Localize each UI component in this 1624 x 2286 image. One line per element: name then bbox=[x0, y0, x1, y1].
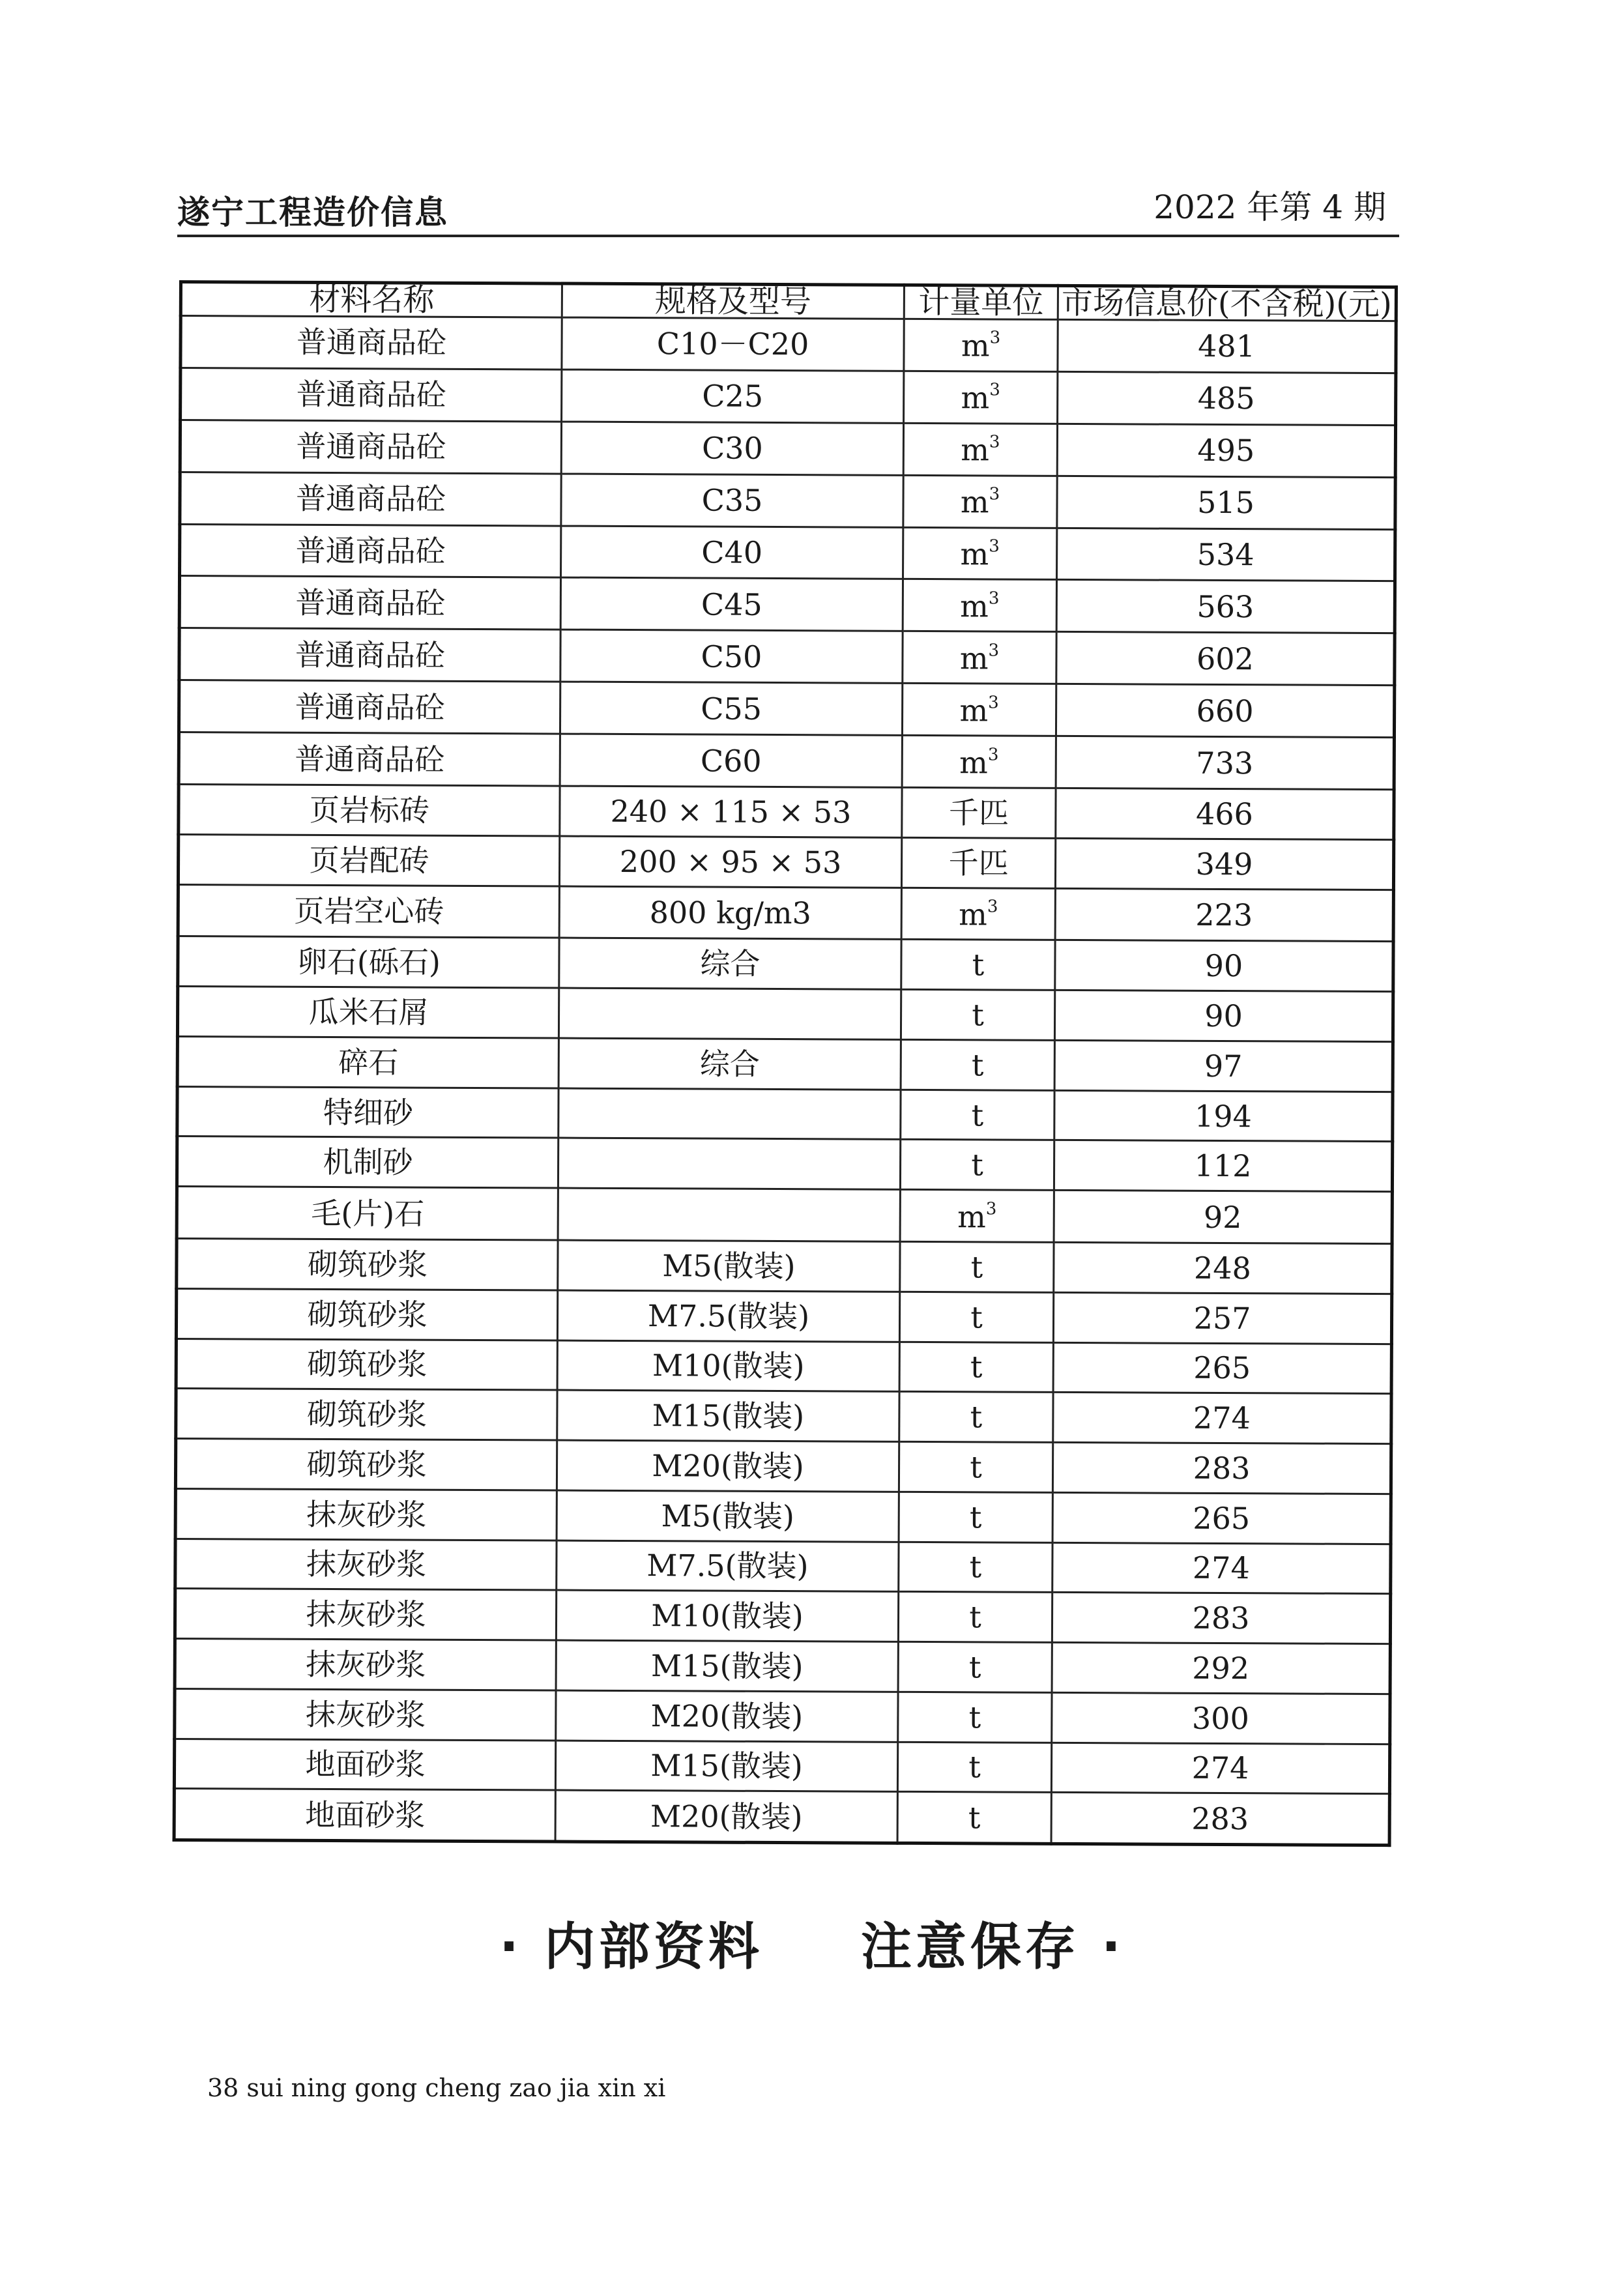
unit-text: m bbox=[961, 380, 990, 416]
unit-text: t bbox=[968, 1699, 981, 1735]
cell-spec: M5(散装) bbox=[558, 1240, 900, 1292]
cell-spec: M7.5(散装) bbox=[557, 1290, 899, 1342]
unit-text: t bbox=[971, 1147, 983, 1183]
unit-text: m bbox=[961, 328, 990, 364]
cell-price: 90 bbox=[1055, 940, 1393, 992]
unit-text: t bbox=[970, 1299, 983, 1335]
cell-unit bbox=[903, 579, 1056, 632]
cell-unit bbox=[899, 1292, 1053, 1342]
cell-price: 274 bbox=[1053, 1393, 1391, 1444]
cell-price: 481 bbox=[1058, 319, 1396, 373]
cell-price: 265 bbox=[1052, 1492, 1391, 1544]
unit-superscript: 3 bbox=[989, 536, 1000, 557]
column-header-spec: 规格及型号 bbox=[562, 283, 904, 319]
unit-text: t bbox=[970, 1449, 982, 1485]
cell-unit bbox=[897, 1742, 1051, 1793]
cell-price: 194 bbox=[1054, 1090, 1393, 1142]
cell-spec: C60 bbox=[560, 734, 902, 787]
unit-text: m bbox=[960, 588, 989, 624]
cell-material: 页岩配砖 bbox=[178, 834, 559, 886]
cell-unit bbox=[897, 1792, 1051, 1844]
cell-material: 特细砂 bbox=[177, 1086, 558, 1138]
unit-text: t bbox=[970, 1349, 983, 1385]
cell-material: 抹灰砂浆 bbox=[175, 1488, 557, 1540]
unit-text: t bbox=[969, 1549, 982, 1585]
cell-price: 602 bbox=[1056, 632, 1395, 686]
cell-spec: 800 kg/m3 bbox=[559, 886, 901, 940]
cell-price: 223 bbox=[1055, 888, 1393, 942]
cell-unit bbox=[899, 1342, 1053, 1393]
cell-price: 248 bbox=[1054, 1242, 1392, 1294]
cell-price: 485 bbox=[1058, 371, 1396, 425]
cell-material: 普通商品砼 bbox=[180, 524, 561, 577]
internal-notice bbox=[0, 1906, 1624, 1979]
table-row bbox=[180, 524, 1395, 581]
table-row bbox=[176, 1338, 1391, 1394]
cell-material: 地面砂浆 bbox=[174, 1739, 555, 1790]
cell-price: 97 bbox=[1054, 1040, 1393, 1092]
table-row bbox=[175, 1539, 1391, 1594]
table-row bbox=[177, 1239, 1392, 1294]
cell-spec: M20(散装) bbox=[557, 1440, 899, 1492]
table-row bbox=[174, 1789, 1389, 1845]
table-row bbox=[181, 368, 1396, 425]
unit-superscript: 3 bbox=[989, 484, 1000, 504]
cell-price: 495 bbox=[1057, 424, 1395, 477]
cell-material: 卵石(砾石) bbox=[178, 936, 559, 988]
cell-spec: 综合 bbox=[559, 938, 901, 989]
table-row bbox=[179, 732, 1394, 790]
cell-price: 515 bbox=[1057, 476, 1395, 529]
cell-price: 90 bbox=[1054, 991, 1393, 1042]
table-row bbox=[175, 1639, 1390, 1694]
unit-text: t bbox=[970, 1399, 983, 1435]
cell-material: 毛(片)石 bbox=[177, 1187, 558, 1240]
table-row bbox=[175, 1439, 1391, 1494]
cell-unit bbox=[902, 684, 1056, 736]
cell-material: 砌筑砂浆 bbox=[177, 1239, 558, 1290]
cell-price: 660 bbox=[1056, 684, 1394, 738]
unit-superscript: 3 bbox=[988, 588, 1000, 609]
cell-spec: C45 bbox=[560, 578, 903, 631]
cell-unit bbox=[901, 990, 1054, 1041]
unit-text: t bbox=[968, 1749, 981, 1785]
cell-material: 抹灰砂浆 bbox=[175, 1688, 556, 1740]
cell-spec: M20(散装) bbox=[556, 1690, 898, 1742]
table-row bbox=[178, 834, 1393, 890]
table-row bbox=[175, 1589, 1390, 1644]
cell-unit bbox=[904, 319, 1058, 371]
unit-text: m bbox=[961, 432, 990, 468]
cell-price: 283 bbox=[1052, 1442, 1391, 1494]
unit-superscript: 3 bbox=[987, 897, 998, 917]
cell-unit bbox=[900, 1241, 1054, 1292]
unit-superscript: 3 bbox=[987, 744, 999, 765]
cell-price: 265 bbox=[1053, 1342, 1391, 1394]
column-header-unit: 计量单位 bbox=[904, 285, 1058, 319]
cell-material: 普通商品砼 bbox=[180, 472, 561, 525]
unit-text: m bbox=[960, 484, 989, 520]
cell-unit bbox=[899, 1441, 1052, 1492]
table-row bbox=[179, 576, 1395, 633]
cell-spec: C30 bbox=[561, 422, 903, 475]
cell-unit bbox=[899, 1492, 1052, 1542]
cell-material: 砌筑砂浆 bbox=[176, 1288, 557, 1340]
cell-spec: 综合 bbox=[558, 1038, 901, 1090]
cell-unit bbox=[902, 787, 1056, 838]
unit-text: m bbox=[959, 897, 987, 933]
price-table-container bbox=[173, 280, 1398, 1847]
cell-material: 地面砂浆 bbox=[174, 1789, 555, 1842]
cell-material: 普通商品砼 bbox=[179, 732, 560, 786]
cell-material: 页岩空心砖 bbox=[178, 884, 559, 938]
table-row bbox=[175, 1688, 1390, 1744]
price-table bbox=[173, 280, 1398, 1847]
cell-spec: C55 bbox=[560, 682, 902, 735]
cell-unit bbox=[903, 527, 1057, 580]
cell-unit bbox=[904, 371, 1058, 424]
cell-spec: M5(散装) bbox=[557, 1490, 899, 1542]
cell-price: 563 bbox=[1056, 580, 1395, 633]
cell-price: 283 bbox=[1052, 1593, 1390, 1644]
cell-spec bbox=[558, 1188, 900, 1241]
cell-price: 274 bbox=[1052, 1542, 1391, 1594]
cell-material: 普通商品砼 bbox=[180, 420, 561, 473]
unit-superscript: 3 bbox=[989, 328, 1001, 348]
cell-unit bbox=[903, 631, 1056, 684]
cell-spec bbox=[558, 988, 901, 1039]
unit-text: t bbox=[971, 1047, 984, 1083]
notice-left: · 内部资料 bbox=[499, 1918, 763, 1976]
unit-text: t bbox=[972, 947, 985, 983]
table-row bbox=[181, 316, 1396, 373]
table-row bbox=[179, 785, 1394, 840]
cell-spec: M10(散装) bbox=[556, 1590, 898, 1642]
header-divider bbox=[177, 235, 1399, 237]
page-footer: 38 sui ning gong cheng zao jia xin xi bbox=[207, 2074, 666, 2102]
unit-text: t bbox=[971, 1097, 984, 1133]
cell-material: 砌筑砂浆 bbox=[175, 1439, 557, 1490]
unit-text: m bbox=[959, 744, 988, 780]
cell-price: 112 bbox=[1054, 1140, 1392, 1192]
cell-unit bbox=[898, 1642, 1052, 1692]
table-row bbox=[174, 1739, 1389, 1794]
cell-price: 283 bbox=[1051, 1793, 1389, 1845]
unit-text: t bbox=[969, 1599, 981, 1635]
cell-unit bbox=[903, 423, 1057, 476]
cell-price: 534 bbox=[1057, 528, 1395, 581]
table-header-row bbox=[181, 282, 1396, 321]
cell-unit bbox=[898, 1692, 1052, 1743]
cell-unit bbox=[901, 888, 1055, 940]
unit-text: m bbox=[957, 1198, 986, 1235]
cell-price: 292 bbox=[1052, 1642, 1390, 1694]
cell-spec: M10(散装) bbox=[557, 1340, 899, 1392]
table-row bbox=[176, 1389, 1391, 1444]
cell-spec: C40 bbox=[561, 526, 903, 579]
unit-text: 千匹 bbox=[948, 795, 1009, 831]
table-row bbox=[177, 987, 1393, 1042]
cell-price: 92 bbox=[1054, 1191, 1392, 1244]
table-row bbox=[178, 884, 1393, 942]
table-row bbox=[178, 936, 1393, 992]
cell-spec bbox=[558, 1088, 901, 1140]
cell-material: 普通商品砼 bbox=[181, 316, 562, 369]
unit-superscript: 3 bbox=[988, 641, 1000, 661]
unit-text: 千匹 bbox=[948, 845, 1009, 881]
cell-spec: 200 × 95 × 53 bbox=[559, 836, 901, 888]
table-row bbox=[175, 1488, 1391, 1544]
cell-spec: M15(散装) bbox=[555, 1741, 897, 1792]
cell-material: 瓜米石屑 bbox=[177, 987, 558, 1038]
cell-price: 300 bbox=[1052, 1692, 1390, 1744]
unit-text: t bbox=[968, 1799, 981, 1836]
table-row bbox=[180, 472, 1395, 529]
cell-material: 碎石 bbox=[177, 1036, 558, 1088]
unit-text: t bbox=[969, 1499, 982, 1535]
table-row bbox=[177, 1036, 1393, 1092]
column-header-price: 市场信息价(不含税)(元) bbox=[1058, 285, 1396, 321]
cell-material: 抹灰砂浆 bbox=[175, 1589, 556, 1640]
cell-price: 257 bbox=[1053, 1292, 1391, 1344]
cell-material: 普通商品砼 bbox=[179, 628, 560, 682]
cell-unit bbox=[902, 735, 1056, 788]
cell-unit bbox=[901, 1039, 1054, 1090]
unit-superscript: 3 bbox=[989, 432, 1000, 452]
table-row bbox=[177, 1086, 1393, 1142]
column-header-material: 材料名称 bbox=[181, 282, 562, 318]
cell-material: 抹灰砂浆 bbox=[175, 1539, 557, 1590]
publication-title: 遂宁工程造价信息 bbox=[177, 193, 448, 231]
cell-price: 274 bbox=[1051, 1743, 1389, 1794]
cell-unit bbox=[899, 1392, 1053, 1443]
cell-spec: 240 × 115 × 53 bbox=[560, 786, 902, 837]
cell-material: 普通商品砼 bbox=[181, 368, 562, 421]
cell-price: 466 bbox=[1056, 788, 1394, 839]
unit-text: m bbox=[959, 692, 989, 729]
cell-material: 抹灰砂浆 bbox=[175, 1639, 556, 1690]
cell-material: 页岩标砖 bbox=[179, 785, 560, 836]
cell-unit bbox=[901, 1090, 1054, 1140]
table-row bbox=[180, 420, 1395, 477]
unit-text: t bbox=[968, 1649, 981, 1685]
cell-material: 砌筑砂浆 bbox=[176, 1389, 557, 1440]
notice-right: 注意保存 · bbox=[861, 1918, 1125, 1976]
cell-spec: M15(散装) bbox=[557, 1390, 899, 1441]
cell-unit bbox=[901, 940, 1055, 991]
table-row bbox=[177, 1136, 1392, 1192]
table-row bbox=[179, 680, 1394, 738]
cell-spec: M15(散装) bbox=[556, 1640, 898, 1692]
unit-superscript: 3 bbox=[985, 1199, 997, 1219]
cell-material: 砌筑砂浆 bbox=[176, 1338, 557, 1390]
table-body bbox=[174, 316, 1396, 1845]
cell-spec: C35 bbox=[561, 474, 903, 527]
table-row bbox=[176, 1288, 1391, 1344]
unit-superscript: 3 bbox=[989, 380, 1000, 400]
cell-material: 普通商品砼 bbox=[179, 680, 560, 734]
cell-price: 733 bbox=[1056, 736, 1394, 790]
table-row bbox=[179, 628, 1395, 686]
unit-text: t bbox=[972, 997, 984, 1033]
cell-unit bbox=[898, 1592, 1052, 1643]
cell-spec: M7.5(散装) bbox=[557, 1541, 899, 1592]
unit-superscript: 3 bbox=[988, 693, 999, 713]
cell-unit bbox=[899, 1542, 1052, 1593]
cell-price: 349 bbox=[1055, 838, 1393, 890]
cell-unit bbox=[900, 1189, 1054, 1242]
cell-spec: C25 bbox=[562, 369, 904, 423]
cell-unit bbox=[900, 1140, 1054, 1191]
unit-text: t bbox=[970, 1249, 983, 1285]
cell-spec: M20(散装) bbox=[555, 1790, 897, 1843]
cell-material: 普通商品砼 bbox=[179, 576, 560, 629]
table-row bbox=[177, 1187, 1392, 1244]
cell-unit bbox=[903, 475, 1057, 528]
cell-spec bbox=[558, 1138, 900, 1189]
unit-text: m bbox=[960, 536, 989, 572]
cell-unit bbox=[901, 837, 1055, 888]
cell-material: 机制砂 bbox=[177, 1136, 558, 1188]
issue-label: 2022 年第 4 期 bbox=[1153, 188, 1386, 226]
unit-text: m bbox=[959, 641, 989, 676]
cell-spec: C50 bbox=[560, 629, 903, 683]
cell-spec: C10－C20 bbox=[562, 317, 904, 371]
